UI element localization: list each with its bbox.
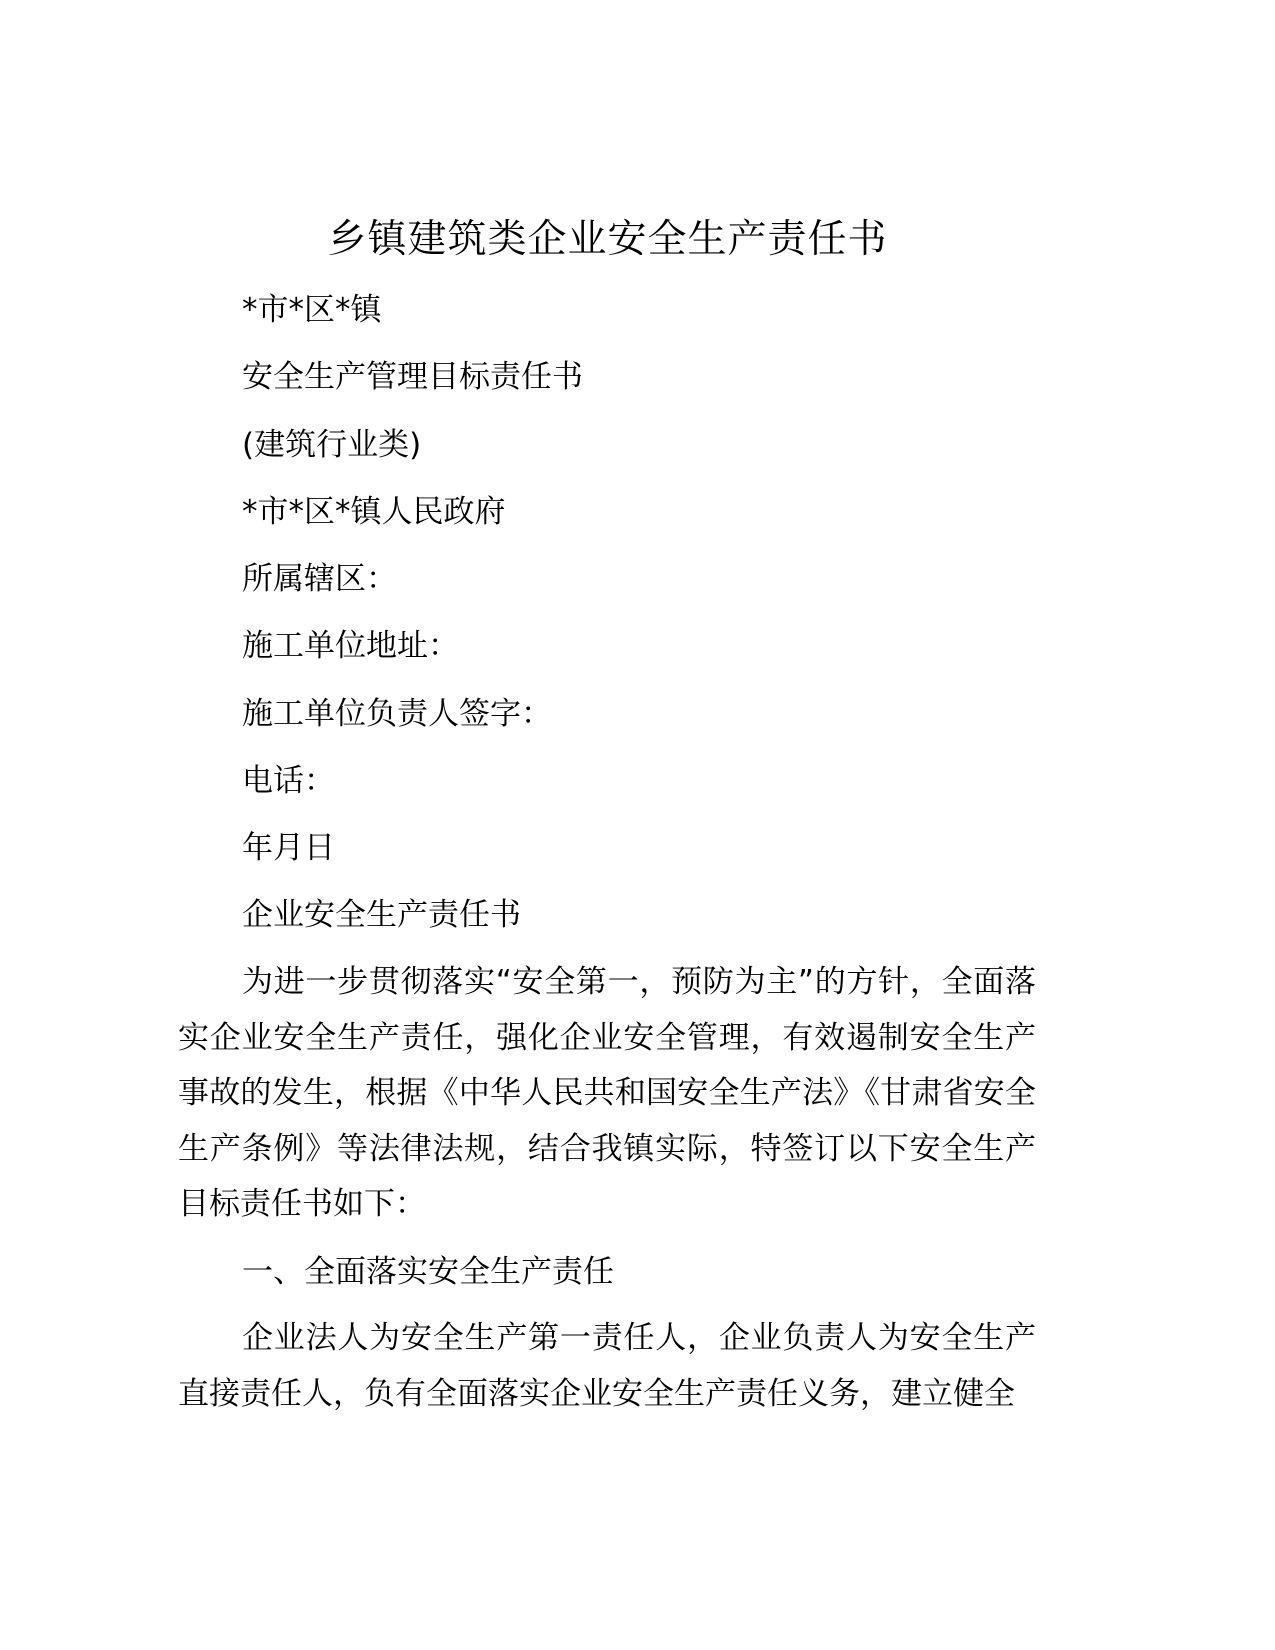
government-line: *市*区*镇人民政府 <box>242 494 506 530</box>
subtitle-line: 安全生产管理目标责任书 <box>242 359 583 395</box>
section-1-paragraph: 企业法人为安全生产第一责任人，企业负责人为安全生产直接责任人，负有全面落实企业安全生产责任义务，建立健全 <box>178 1319 1036 1412</box>
spacer <box>178 1233 1036 1245</box>
jurisdiction-field-label: 所属辖区： <box>242 561 397 597</box>
section-1-heading: 一、全面落实安全生产责任 <box>242 1253 614 1290</box>
intro-paragraph: 为进一步贯彻落实“安全第一，预防为主”的方针，全面落实企业安全生产责任，强化企业安全管理，有效遏制安全生产事故的发生，根据《中华人民共和国安全生产法》《甘肃省安全生产条例》等法律法规，结合我镇实际，特签订以下安全生产目标责任书如下： <box>178 964 1036 1223</box>
section-title-line: 企业安全生产责任书 <box>242 897 521 933</box>
document-title: 乡镇建筑类企业安全生产责任书 <box>327 217 888 262</box>
industry-category-line: (建筑行业类) <box>242 427 422 463</box>
construction-address-field-label: 施工单位地址： <box>242 628 459 664</box>
phone-field-label: 电话： <box>242 763 335 799</box>
date-field-label: 年月日 <box>242 830 335 866</box>
document-body <box>178 955 1036 1422</box>
town-line: *市*区*镇 <box>242 292 382 328</box>
responsible-person-signature-label: 施工单位负责人签字： <box>242 696 552 732</box>
